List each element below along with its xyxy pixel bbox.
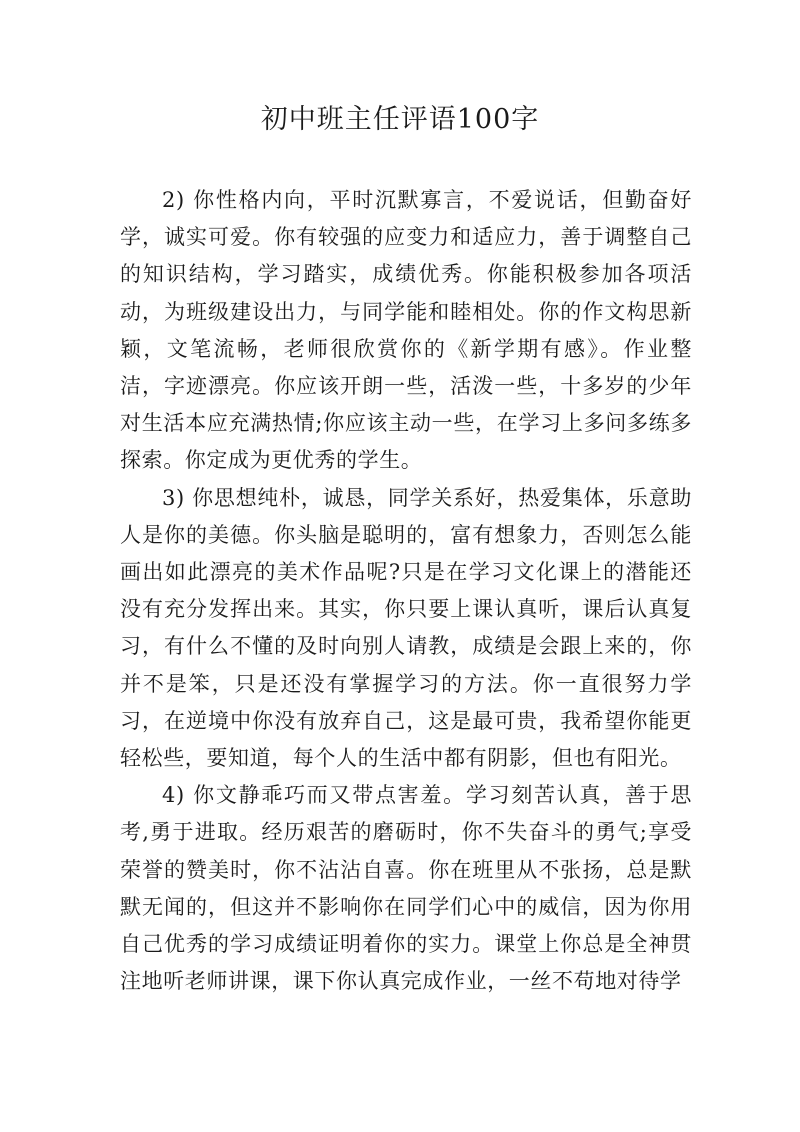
paragraph-4: 4) 你文静乖巧而又带点害羞。学习刻苦认真，善于思考,勇于进取。经历艰苦的磨砺时，你不失奋斗的勇气;享受荣誉的赞美时，你不沾沾自喜。你在班里从不张扬，总是默默无闻的，但这并不影响你在同学们心中的威信，因为你用自己优秀的学习成绩证明着你的实力。课堂上你总是全神贯注地听老师讲课，课下你认真完成作业，一丝不苟地对待学: [120, 783, 692, 994]
paragraph-2: 2) 你性格内向，平时沉默寡言，不爱说话，但勤奋好学，诚实可爱。你有较强的应变力和适应力，善于调整自己的知识结构，学习踏实，成绩优秀。你能积极参加各项活动，为班级建设出力，与同学能和睦相处。你的作文构思新颖，文笔流畅，老师很欣赏你的《新学期有感》。作业整洁，字迹漂亮。你应该开朗一些，活泼一些，十多岁的少年对生活本应充满热情;你应该主动一些，在学习上多问多练多探索。你定成为更优秀的学生。: [120, 188, 692, 473]
paragraph-3: 3) 你思想纯朴，诚恳，同学关系好，热爱集体，乐意助人是你的美德。你头脑是聪明的，富有想象力，否则怎么能画出如此漂亮的美术作品呢?只是在学习文化课上的潜能还没有充分发挥出来。其实，你只要上课认真听，课后认真复习，有什么不懂的及时向别人请教，成绩是会跟上来的，你并不是笨，只是还没有掌握学习的方法。你一直很努力学习，在逆境中你没有放弃自己，这是最可贵，我希望你能更轻松些，要知道，每个人的生活中都有阴影，但也有阳光。: [120, 485, 692, 771]
page-title: 初中班主任评语100字: [260, 104, 540, 135]
document-body: [120, 182, 692, 1000]
